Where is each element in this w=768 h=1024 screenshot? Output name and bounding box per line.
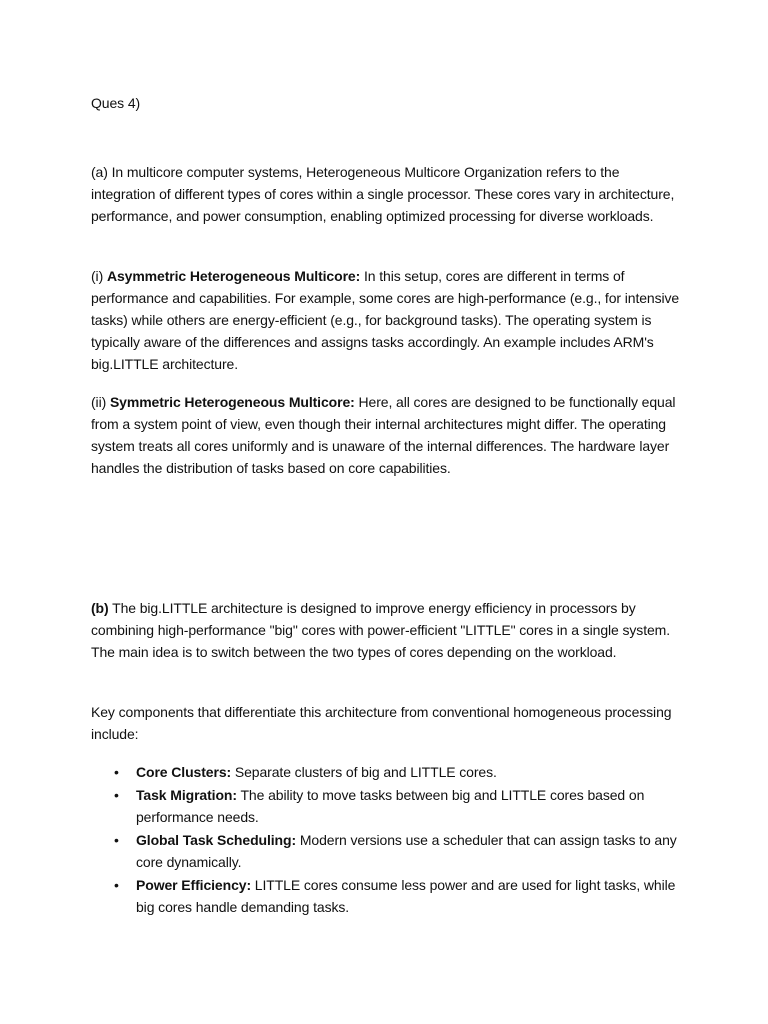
bullet-text: Separate clusters of big and LITTLE cores. — [231, 764, 497, 780]
part-ii-prefix: (ii) — [91, 394, 110, 410]
bullet-term: Task Migration: — [136, 787, 237, 803]
part-b-label: (b) — [91, 600, 109, 616]
bullet-term: Global Task Scheduling: — [136, 832, 297, 848]
bullet-term: Power Efficiency: — [136, 877, 252, 893]
bullet-icon: • — [114, 877, 119, 893]
part-b-paragraph — [91, 597, 683, 663]
bullet-icon: • — [114, 832, 119, 848]
question-heading: Ques 4) — [91, 95, 141, 111]
list-item — [114, 761, 683, 783]
bullet-term: Core Clusters: — [136, 764, 232, 780]
bullet-text: Modern versions use a scheduler that can assign tasks to any core dynamically. — [136, 832, 677, 870]
list-item — [114, 829, 683, 873]
key-components-intro: Key components that differentiate this architecture from conventional homogeneous processing include: — [91, 704, 672, 742]
part-ii-text: Here, all cores are designed to be functionally equal from a system point of view, even though their internal architectures might differ. The operating system treats all cores uniformly and is unaware of the internal differences. The hardware layer handles the distribution of tasks based on core capabilities. — [91, 394, 676, 476]
part-b-text: The big.LITTLE architecture is designed to improve energy efficiency in processors by combining high-performance "big" cores with power-efficient "LITTLE" cores in a single system. The main idea is to switch between the two types of cores depending on the workload. — [91, 600, 671, 660]
part-a-paragraph: (a) In multicore computer systems, Heterogeneous Multicore Organization refers to the integration of different types of cores within a single processor. These cores vary in architecture, performance, and power consumption, enabling optimized processing for diverse workloads. — [91, 164, 675, 224]
bullet-text: The ability to move tasks between big and LITTLE cores based on performance needs. — [136, 787, 645, 825]
part-i-prefix: (i) — [91, 268, 107, 284]
bullet-icon: • — [114, 764, 119, 780]
part-ii-paragraph — [91, 391, 683, 479]
key-components-list — [91, 761, 683, 919]
part-i-paragraph — [91, 265, 683, 375]
part-i-text: In this setup, cores are different in terms of performance and capabilities. For example, some cores are high-performance (e.g., for intensive tasks) while others are energy-efficient (e.g., for background tasks). The operating system is typically aware of the differences and assigns tasks accordingly. An example includes ARM's big.LITTLE architecture. — [91, 268, 680, 372]
part-i-term: Asymmetric Heterogeneous Multicore: — [106, 268, 361, 284]
bullet-text: LITTLE cores consume less power and are used for light tasks, while big cores handle demanding tasks. — [136, 877, 676, 915]
list-item — [114, 784, 683, 828]
list-item — [114, 874, 683, 918]
part-ii-term: Symmetric Heterogeneous Multicore: — [109, 394, 355, 410]
bullet-icon: • — [114, 787, 119, 803]
